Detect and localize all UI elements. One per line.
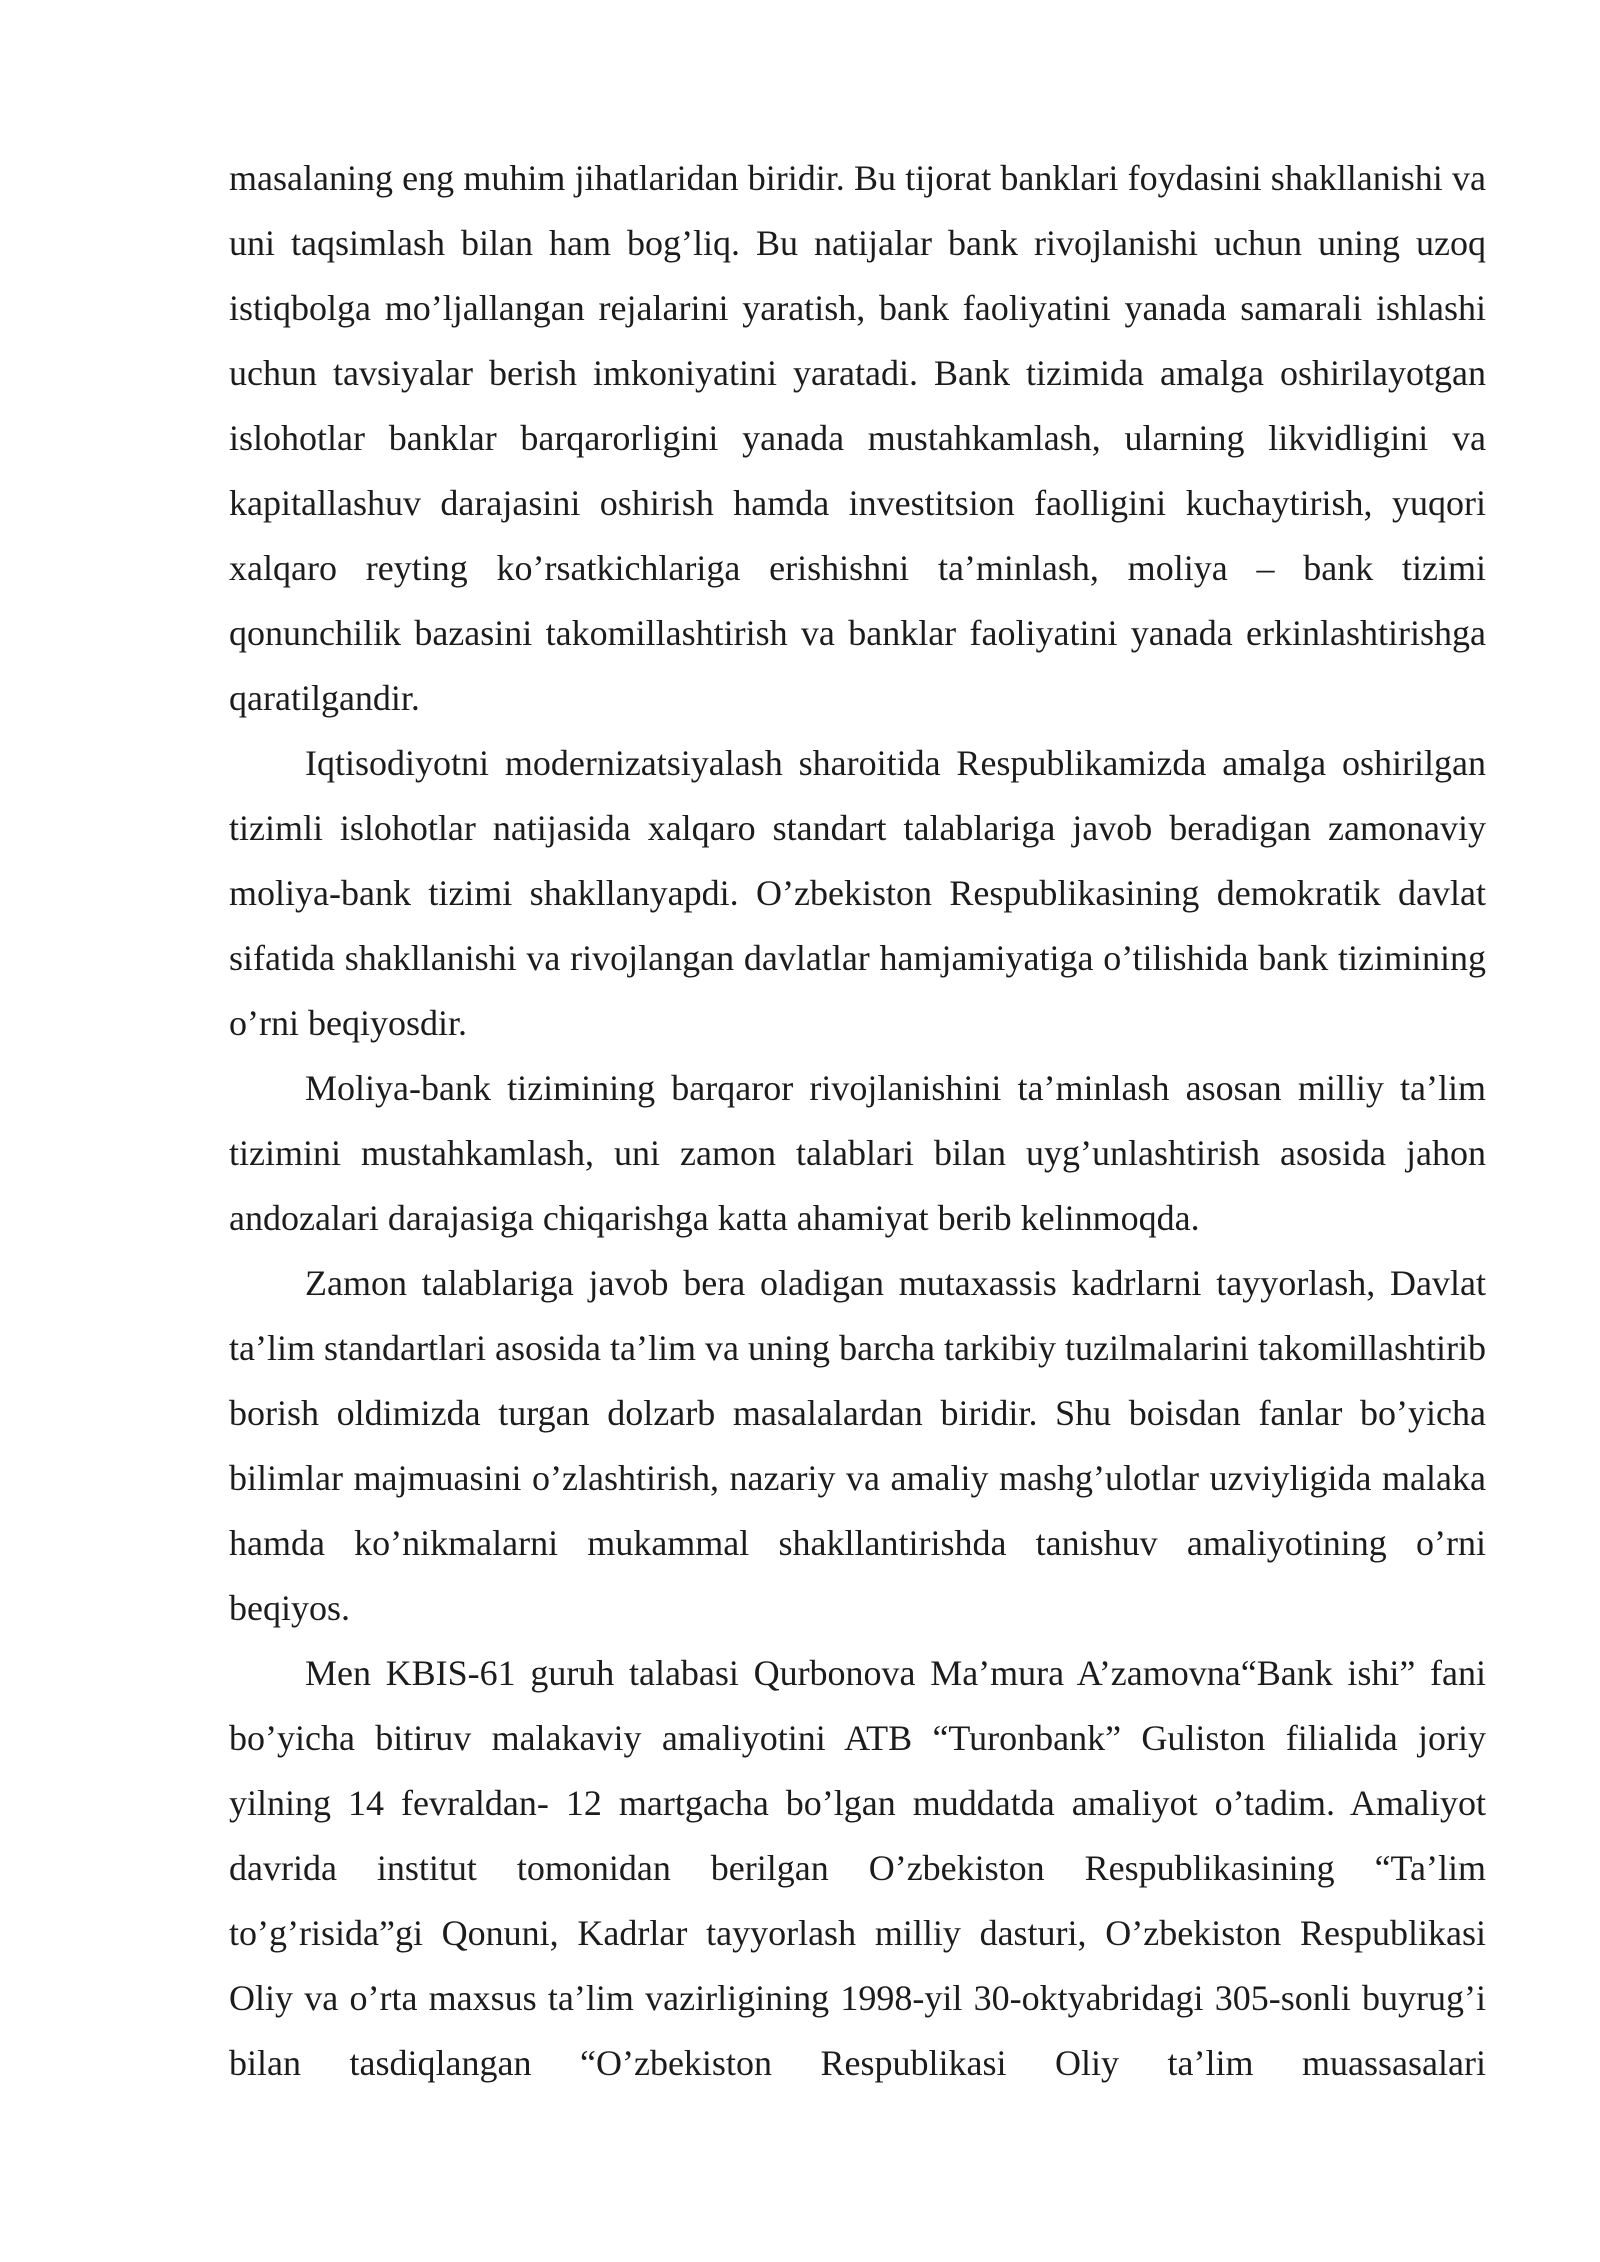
- paragraph-modernization: Iqtisodiyotni modernizatsiyalash sharoitida Respublikamizda amalga oshirilgan tizimli islohotlar natijasida xalqaro standart talablariga javob beradigan zamonaviy moliya-bank tizimi shakllanyapdi. O’zbekiston Respublikasining demokratik davlat sifatida shakllanishi va rivojlangan davlatlar hamjamiyatiga o’tilishida bank tizimining o’rni beqiyosdir.: [229, 743, 1486, 1043]
- document-page: [229, 146, 1486, 2096]
- paragraph-internship: Men KBIS-61 guruh talabasi Qurbonova Ma’mura A’zamovna“Bank ishi” fani bo’yicha bitiruv malakaviy amaliyotini ATB “Turonbank” Guliston filialida joriy yilning 14 fevraldan- 12 martgacha bo’lgan muddatda amaliyot o’tadim. Amaliyot davrida institut tomonidan berilgan O’zbekiston Respublikasining “Ta’lim to’g’risida”gi Qonuni, Kadrlar tayyorlash milliy dasturi, O’zbekiston Respublikasi Oliy va o’rta maxsus ta’lim vazirligining 1998-yil 30-oktyabridagi 305-sonli buyrug’i bilan tasdiqlangan “O’zbekiston Respublikasi Oliy ta’lim muassasalari: [229, 1653, 1486, 2083]
- paragraph-specialist-training: Zamon talablariga javob bera oladigan mutaxassis kadrlarni tayyorlash, Davlat ta’lim standartlari asosida ta’lim va uning barcha tarkibiy tuzilmalarini takomillashtirib borish oldimizda turgan dolzarb masalalardan biridir. Shu boisdan fanlar bo’yicha bilimlar majmuasini o’zlashtirish, nazariy va amaliy mashg’ulotlar uzviyligida malaka hamda ko’nikmalarni mukammal shakllantirishda tanishuv amaliyotining o’rni beqiyos.: [229, 1263, 1486, 1628]
- paragraph-bank-stability: masalaning eng muhim jihatlaridan biridir. Bu tijorat banklari foydasini shakllanishi va uni taqsimlash bilan ham bog’liq. Bu natijalar bank rivojlanishi uchun uning uzoq istiqbolga mo’ljallangan rejalarini yaratish, bank faoliyatini yanada samarali ishlashi uchun tavsiyalar berish imkoniyatini yaratadi. Bank tizimida amalga oshirilayotgan islohotlar banklar barqarorligini yanada mustahkamlash, ularning likvidligini va kapitallashuv darajasini oshirish hamda investitsion faolligini kuchaytirish, yuqori xalqaro reyting ko’rsatkichlariga erishishni ta’minlash, moliya – bank tizimi qonunchilik bazasini takomillashtirish va banklar faoliyatini yanada erkinlashtirishga qaratilgandir.: [229, 158, 1486, 718]
- paragraph-education-system: Moliya-bank tizimining barqaror rivojlanishini ta’minlash asosan milliy ta’lim tizimini mustahkamlash, uni zamon talablari bilan uyg’unlashtirish asosida jahon andozalari darajasiga chiqarishga katta ahamiyat berib kelinmoqda.: [229, 1068, 1486, 1238]
